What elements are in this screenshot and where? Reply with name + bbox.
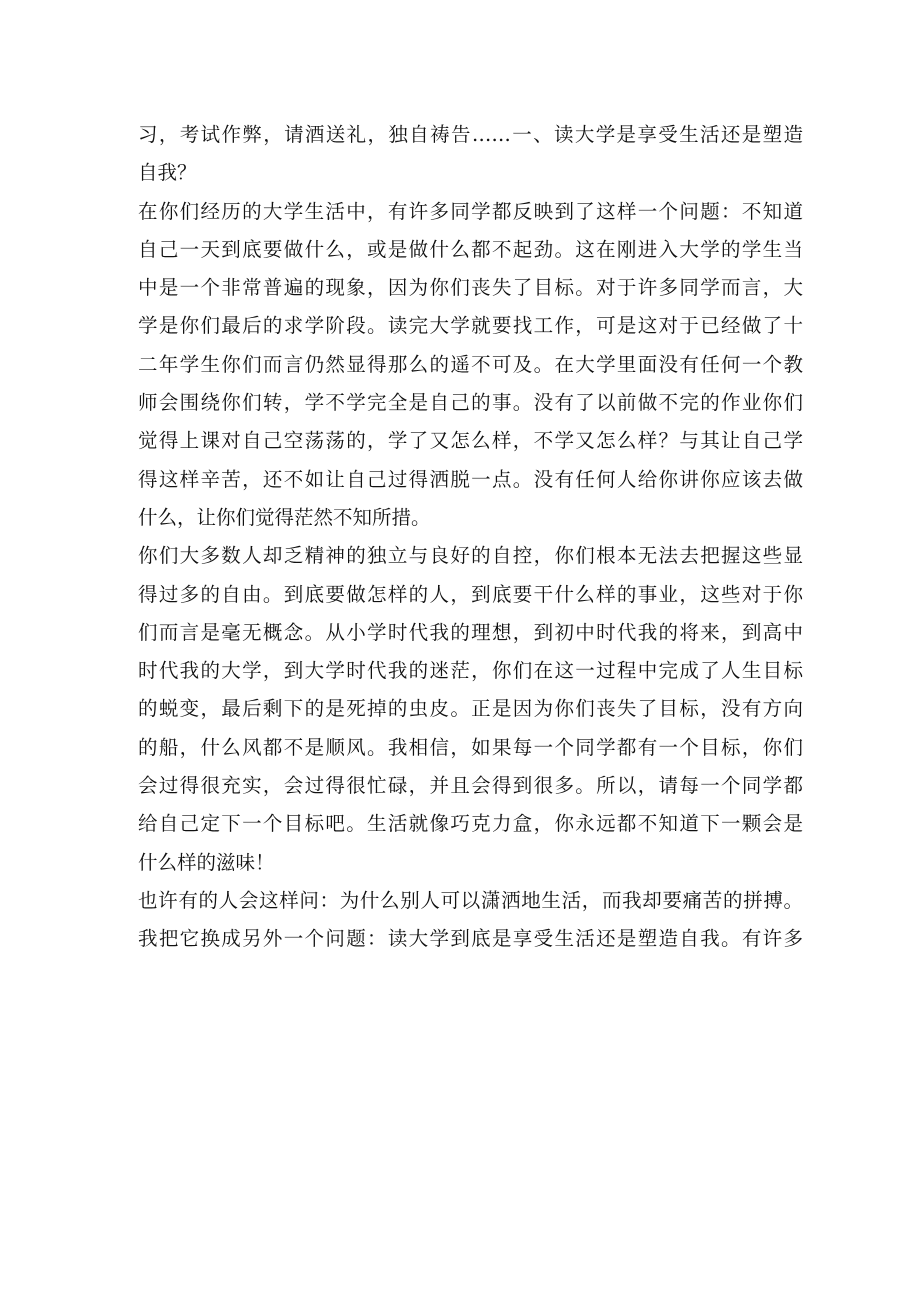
text-line: 自己一天到底要做什么，或是做什么都不起劲。这在刚进入大学的学生当 xyxy=(138,237,803,261)
body-text xyxy=(138,116,803,959)
text-line: 的蜕变，最后剩下的是死掉的虫皮。正是因为你们丧失了目标，没有方向 xyxy=(138,697,803,721)
text-line: 得这样辛苦，还不如让自己过得洒脱一点。没有任何人给你讲你应该去做 xyxy=(138,467,803,491)
text-line: 觉得上课对自己空荡荡的，学了又怎么样，不学又怎么样？与其让自己学 xyxy=(138,429,803,453)
text-line: 的船，什么风都不是顺风。我相信，如果每一个同学都有一个目标，你们 xyxy=(138,735,803,759)
text-line: 二年学生你们而言仍然显得那么的遥不可及。在大学里面没有任何一个教 xyxy=(138,352,803,376)
text-line: 你们大多数人却乏精神的独立与良好的自控，你们根本无法去把握这些显 xyxy=(138,544,803,568)
text-line: 会过得很充实，会过得很忙碌，并且会得到很多。所以，请每一个同学都 xyxy=(138,774,803,798)
text-line: 在你们经历的大学生活中，有许多同学都反映到了这样一个问题：不知道 xyxy=(138,199,803,223)
text-line: 自我？ xyxy=(138,161,197,185)
text-line: 给自己定下一个目标吧。生活就像巧克力盒，你永远都不知道下一颗会是 xyxy=(138,812,803,836)
text-line: 什么样的滋味！ xyxy=(138,850,275,874)
text-line: 也许有的人会这样问：为什么别人可以潇洒地生活，而我却要痛苦的拼搏。 xyxy=(138,888,803,912)
text-line: 什么，让你们觉得茫然不知所措。 xyxy=(138,505,431,529)
text-line: 学是你们最后的求学阶段。读完大学就要找工作，可是这对于已经做了十 xyxy=(138,314,803,338)
text-line: 习，考试作弊，请酒送礼，独自祷告……一、读大学是享受生活还是塑造 xyxy=(138,123,803,146)
text-line: 师会围绕你们转，学不学完全是自己的事。没有了以前做不完的作业你们 xyxy=(138,391,803,415)
text-line: 中是一个非常普遍的现象，因为你们丧失了目标。对于许多同学而言，大 xyxy=(138,276,803,300)
text-line: 们而言是毫无概念。从小学时代我的理想，到初中时代我的将来，到高中 xyxy=(138,620,803,644)
text-line: 时代我的大学，到大学时代我的迷茫，你们在这一过程中完成了人生目标 xyxy=(138,659,803,683)
text-line: 得过多的自由。到底要做怎样的人，到底要干什么样的事业，这些对于你 xyxy=(138,582,803,606)
text-line: 我把它换成另外一个问题：读大学到底是享受生活还是塑造自我。有许多 xyxy=(138,927,803,951)
